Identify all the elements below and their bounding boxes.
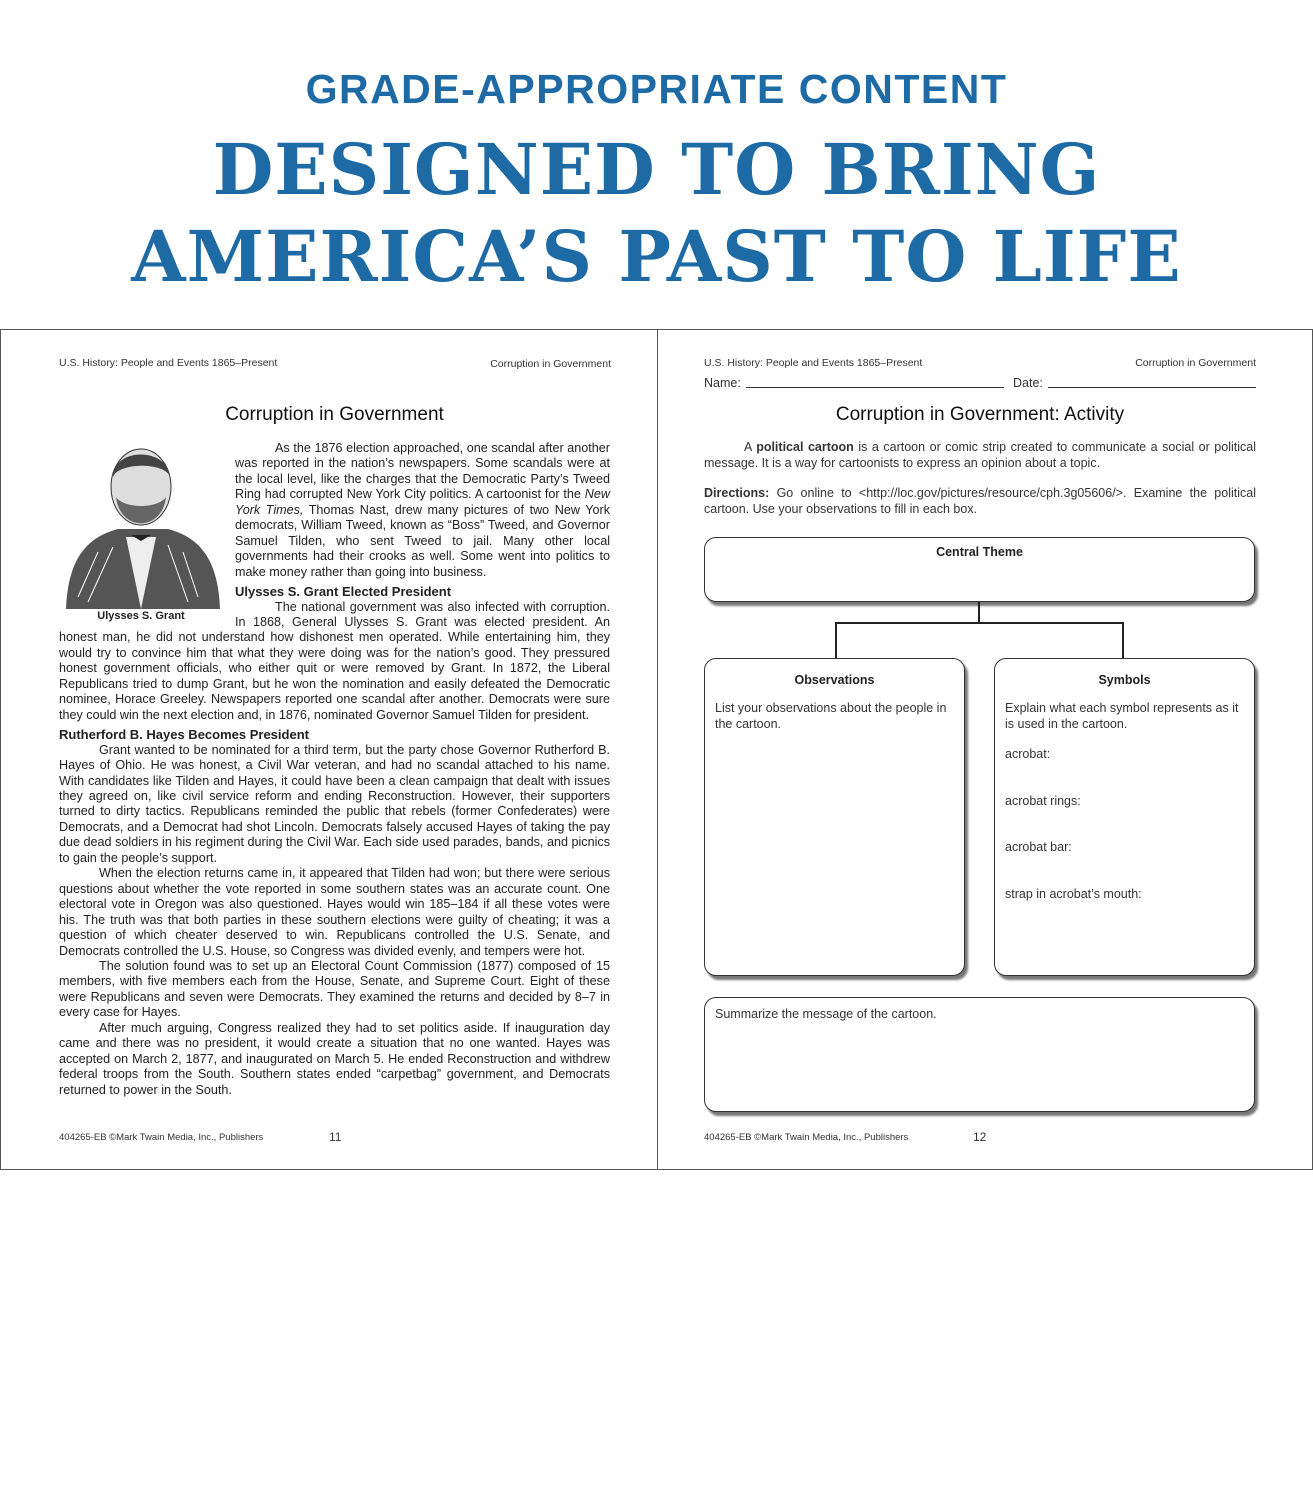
observations-prompt: List your observations about the people in the cartoon.	[715, 701, 947, 731]
symbol-acrobat: acrobat:	[1005, 747, 1051, 761]
footer-copyright: 404265-EB ©Mark Twain Media, Inc., Publishers	[59, 1132, 264, 1143]
intro-pre: A	[744, 440, 757, 454]
paragraph: The national government was also infected with corruption. In 1868, General Ulysses S. Grant was elected president. An honest man, he did not understand how dishonest men operated. While entertaining him, they would try to convince him that what they were doing was for the nation’s good. They pressured honest government officials, who either quit or were removed by Grant. In 1872, the Liberal Republicans tried to dump Grant, but he won the nomination and easily defeated the Democratic nominee, Horace Greeley. Newspapers reported one scandal after another. Democrats were sure they could win the next election and, in 1876, nominated Governor Samuel Tilden for president.	[59, 599, 610, 722]
paragraph: Grant wanted to be nominated for a third term, but the party chose Governor Rutherford B. Hayes of Ohio. He was honest, a Civil War veteran, and had no scandal attached to his name. With candidates like Tilden and Hayes, it could have been a clean campaign that dealt with issues they agreed on, like civil service reform and ending Reconstruction. However, their supporters turned to dirty tactics. Republicans reminded the public that rebels (former Confederates) were Democrats, and a Democrat had shot Lincoln. Democrats falsely accused Hayes of taking the pay due dead soldiers in his regiment during the Civil War. Each side used parades, bands, and picnics to gain the people’s support.	[59, 742, 610, 865]
symbol-acrobat-rings: acrobat rings:	[1005, 793, 1081, 808]
section-heading: Ulysses S. Grant Elected President	[235, 584, 452, 600]
directions	[704, 486, 1256, 517]
symbols-prompt: Explain what each symbol represents as it is used in the cartoon.	[1005, 701, 1239, 731]
portrait-caption: Ulysses S. Grant	[97, 610, 185, 623]
page-number: 11	[329, 1130, 342, 1144]
central-theme-label: Central Theme	[936, 545, 1023, 559]
symbol-acrobat-bar: acrobat bar:	[1005, 840, 1072, 854]
connector-line	[835, 622, 837, 658]
left-page	[1, 330, 657, 1169]
banner-title-line2: AMERICA’S PAST TO LIFE	[131, 215, 1182, 298]
term-political-cartoon: political cartoon	[756, 440, 854, 454]
date-field[interactable]	[1048, 387, 1256, 388]
paragraph: The solution found was to set up an Electoral Count Commission (1877) composed of 15 members, with five members each from the House, Senate, and Supreme Court. Eight of these were Republicans and seven were Democrats. They examined the returns and decided by 8–7 in every case for Hayes.	[59, 958, 610, 1020]
running-head-left: U.S. History: People and Events 1865–Present	[59, 357, 278, 369]
symbols-box[interactable]	[994, 658, 1255, 976]
book-spread	[0, 329, 1313, 1170]
page-title: Corruption in Government: Activity	[835, 404, 1125, 425]
summary-box[interactable]	[704, 997, 1255, 1112]
connector-line	[835, 622, 1124, 624]
newspaper-title: New York Times,	[235, 487, 610, 517]
intro-text-cont: Thomas Nast, drew many pictures of two New York democrats, William Tweed, known as “Boss” Tweed, and Governor Samuel Tilden, who sent Tweed to jail. Many other local governments had their crooks as well. Some went into politics to make money rather than going into business.	[235, 502, 610, 579]
portrait-illustration-icon	[58, 437, 224, 609]
page-number: 12	[973, 1130, 987, 1144]
observations-box[interactable]	[704, 658, 965, 976]
intro-paragraph	[704, 440, 1256, 471]
paragraph: When the election returns came in, it appeared that Tilden had won; but there were serious questions about whether the vote reported in some southern states was an accurate count. One electoral vote in Oregon was also questioned. Hayes would win 185–184 if all these votes were his. The truth was that both parties in these southern elections were guilty of cheating; it was a question of which cheater deserved to win. Republicans controlled the U.S. Senate, and Democrats controlled the U.S. House, so Congress was divided evenly, and tempers were hot.	[59, 866, 610, 958]
connector-line	[978, 602, 980, 623]
article-body	[59, 441, 610, 1098]
banner-title-line1: DESIGNED TO BRING	[212, 128, 1101, 211]
summary-prompt: Summarize the message of the cartoon.	[715, 1007, 937, 1021]
footer-copyright: 404265-EB ©Mark Twain Media, Inc., Publishers	[704, 1132, 909, 1143]
symbol-strap: strap in acrobat’s mouth:	[1005, 886, 1142, 901]
running-head-left: U.S. History: People and Events 1865–Present	[704, 357, 923, 369]
name-label: Name:	[704, 376, 741, 390]
directions-label: Directions:	[704, 486, 770, 500]
banner-subtitle: GRADE-APPROPRIATE CONTENT	[305, 66, 1008, 112]
central-theme-box[interactable]	[704, 537, 1255, 602]
intro-text: As the 1876 election approached, one scandal after another was reported in the nation’s newspapers. Some scandals were at the local level, like the charges that the Democratic Party’s Tweed Ring had corrupted New York City politics. A cartoonist for the	[235, 441, 610, 502]
grant-portrait	[55, 437, 227, 627]
intro-post: is a cartoon or comic strip created to communicate a social or political message. It is a way for cartoonists to express an opinion about a topic.	[704, 440, 1256, 470]
symbols-title: Symbols	[1098, 673, 1151, 687]
running-head-right: Corruption in Government	[1135, 357, 1256, 369]
right-page	[658, 330, 1312, 1169]
running-head-right: Corruption in Government	[490, 358, 611, 370]
directions-text: Go online to <http://loc.gov/pictures/resource/cph.3g05606/>. Examine the political cartoon. Use your observations to fill in each box.	[704, 486, 1256, 516]
connector-line	[1122, 622, 1124, 658]
observations-title: Observations	[794, 673, 875, 687]
name-field[interactable]	[746, 387, 1004, 388]
paragraph: After much arguing, Congress realized they had to set politics aside. If inauguration day came and there was no president, it would create a situation that no one wanted. Hayes was accepted on March 2, 1877, and inaugurated on March 5. He ended Reconstruction and withdrew federal troops from the South. Southern states ended “carpetbag” government, and Democrats returned to power in the South.	[59, 1020, 610, 1097]
section-heading: Rutherford B. Hayes Becomes President	[59, 727, 309, 743]
date-label: Date:	[1013, 376, 1043, 390]
page-title: Corruption in Government	[225, 404, 444, 425]
